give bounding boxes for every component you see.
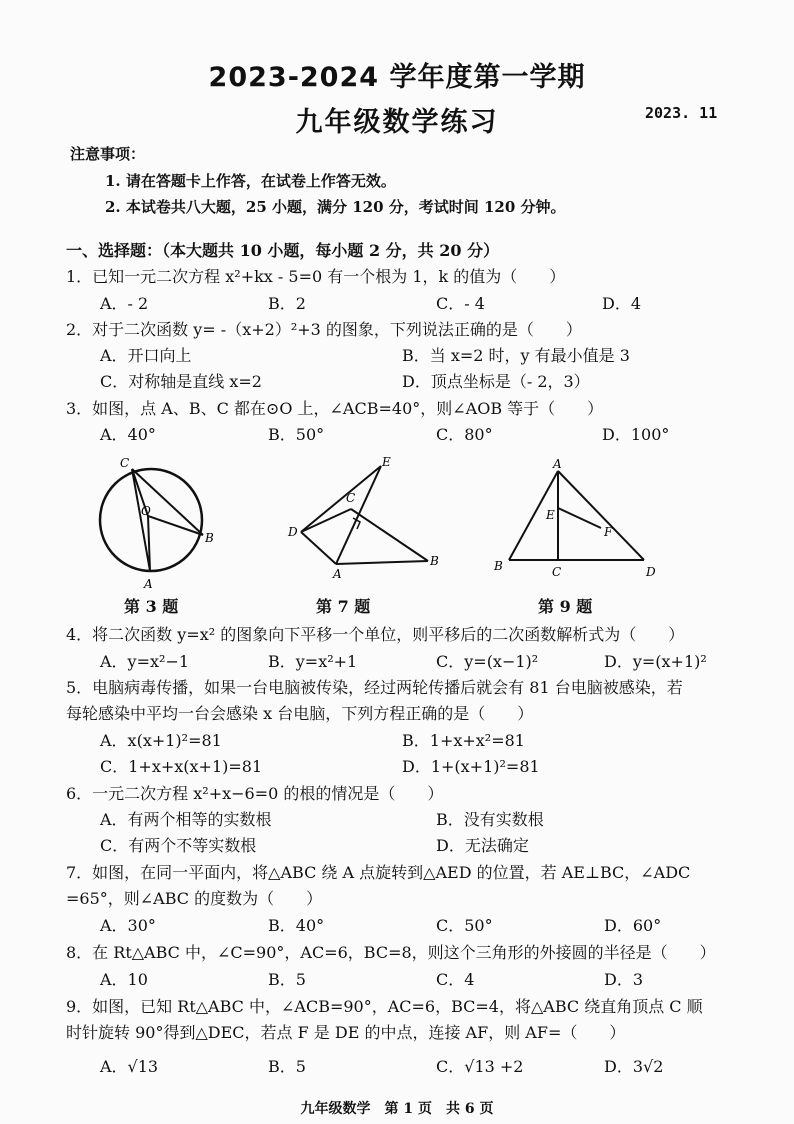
fig7-label-d: D xyxy=(288,525,298,539)
exam-date: 2023. 11 xyxy=(645,104,718,122)
question-3-option-d: D．100° xyxy=(602,425,670,444)
question-8-option-b: B．5 xyxy=(268,970,306,989)
question-6-option-d: D．无法确定 xyxy=(436,836,529,855)
question-7-option-a: A．30° xyxy=(100,916,156,935)
question-8-option-d: D．3 xyxy=(604,970,644,989)
question-8-option-a: A．10 xyxy=(100,970,148,989)
exam-subtitle: 九年级数学练习 xyxy=(295,107,499,138)
caption-q9: 第 9 题 xyxy=(538,597,593,616)
page-footer: 九年级数学 第 1 页 共 6 页 xyxy=(300,1101,494,1117)
question-2-option-d: D．顶点坐标是（- 2，3） xyxy=(402,372,590,391)
question-7-stem-line2: =65°，则∠ABC 的度数为（ ） xyxy=(66,889,323,908)
fig7-label-b: B xyxy=(430,554,439,568)
fig9-label-c: C xyxy=(552,565,562,579)
question-8-stem: 8．在 Rt△ABC 中，∠C=90°，AC=6，BC=8，则这个三角形的外接圆的半径是（ ） xyxy=(66,943,716,962)
question-9-option-d: D．3√2 xyxy=(604,1057,664,1076)
question-5-option-d: D．1+(x+1)²=81 xyxy=(402,757,540,776)
fig3-label-o: O xyxy=(141,504,151,518)
question-9-option-a: A．√13 xyxy=(100,1057,159,1076)
question-3-option-a: A．40° xyxy=(100,425,156,444)
fig3-label-c: C xyxy=(120,456,130,470)
figure-q7-triangle-diagram xyxy=(284,452,454,582)
fig9-label-e: E xyxy=(546,508,555,522)
fig7-label-e: E xyxy=(382,455,391,469)
question-6-option-b: B．没有实数根 xyxy=(436,810,544,829)
question-1-option-c: C．- 4 xyxy=(436,294,485,313)
question-9-stem-line2: 时针旋转 90°得到△DEC，若点 F 是 DE 的中点，连接 AF，则 AF=（ ） xyxy=(66,1023,626,1042)
question-5-option-a: A．x(x+1)²=81 xyxy=(100,731,222,750)
question-9-stem-line1: 9．如图，已知 Rt△ABC 中，∠ACB=90°，AC=6，BC=4，将△ABC 绕直角顶点 C 顺 xyxy=(66,997,703,1016)
question-1-option-b: B．2 xyxy=(268,294,306,313)
question-1-option-a: A．- 2 xyxy=(100,294,149,313)
notice-item-2: 2. 本试卷共八大题，25 小题，满分 120 分，考试时间 120 分钟。 xyxy=(105,198,566,216)
question-2-stem: 2．对于二次函数 y= -（x+2）²+3 的图象，下列说法正确的是（ ） xyxy=(66,320,582,339)
figure-q3-circle-diagram xyxy=(88,452,228,594)
question-7-option-c: C．50° xyxy=(436,916,493,935)
notice-item-1: 1. 请在答题卡上作答，在试卷上作答无效。 xyxy=(105,172,396,190)
notice-heading: 注意事项： xyxy=(70,145,146,163)
question-9-option-b: B．5 xyxy=(268,1057,306,1076)
question-9-option-c: C．√13 +2 xyxy=(436,1057,524,1076)
question-4-option-c: C．y=(x−1)² xyxy=(436,652,539,671)
question-5-option-b: B．1+x+x²=81 xyxy=(402,731,525,750)
figure-q9-triangle-diagram xyxy=(490,456,665,586)
question-6-option-a: A．有两个相等的实数根 xyxy=(100,810,272,829)
fig9-label-f: F xyxy=(604,525,613,539)
question-7-option-b: B．40° xyxy=(268,916,325,935)
question-8-option-c: C．4 xyxy=(436,970,475,989)
fig7-label-c: C xyxy=(346,491,356,505)
question-5-stem-line2: 每轮感染中平均一台会感染 x 台电脑，下列方程正确的是（ ） xyxy=(66,704,534,723)
question-6-stem: 6．一元二次方程 x²+x−6=0 的根的情况是（ ） xyxy=(66,784,444,803)
question-5-stem-line1: 5．电脑病毒传播，如果一台电脑被传染，经过两轮传播后就会有 81 台电脑被感染，若 xyxy=(66,678,683,697)
question-4-option-b: B．y=x²+1 xyxy=(268,652,358,671)
fig3-label-a: A xyxy=(144,577,153,591)
question-3-stem: 3．如图，点 A、B、C 都在⊙O 上，∠ACB=40°，则∠AOB 等于（ ） xyxy=(66,399,604,418)
question-7-option-d: D．60° xyxy=(604,916,662,935)
question-4-stem: 4．将二次函数 y=x² 的图象向下平移一个单位，则平移后的二次函数解析式为（ ） xyxy=(66,625,685,644)
fig7-label-a: A xyxy=(333,567,342,581)
question-4-option-a: A．y=x²−1 xyxy=(100,652,190,671)
question-5-option-c: C．1+x+x(x+1)=81 xyxy=(100,757,263,776)
caption-q3: 第 3 题 xyxy=(124,597,179,616)
question-7-stem-line1: 7．如图，在同一平面内，将△ABC 绕 A 点旋转到△AED 的位置，若 AE⊥BC，∠ADC xyxy=(66,863,691,882)
question-3-option-b: B．50° xyxy=(268,425,325,444)
question-1-stem: 1．已知一元二次方程 x²+kx - 5=0 有一个根为 1，k 的值为（ ） xyxy=(66,267,566,286)
fig3-label-b: B xyxy=(205,531,214,545)
question-2-option-a: A．开口向上 xyxy=(100,346,192,365)
question-4-option-d: D．y=(x+1)² xyxy=(604,652,707,671)
section-title: 一、选择题：（本大题共 10 小题，每小题 2 分，共 20 分） xyxy=(66,241,500,260)
question-1-option-d: D．4 xyxy=(602,294,642,313)
exam-title: 2023-2024 学年度第一学期 xyxy=(208,62,586,93)
question-2-option-b: B．当 x=2 时，y 有最小值是 3 xyxy=(402,346,630,365)
caption-q7: 第 7 题 xyxy=(316,597,371,616)
fig9-label-a: A xyxy=(553,457,562,471)
question-2-option-c: C．对称轴是直线 x=2 xyxy=(100,372,262,391)
fig9-label-d: D xyxy=(646,565,656,579)
question-6-option-c: C．有两个不等实数根 xyxy=(100,836,257,855)
fig9-label-b: B xyxy=(494,559,503,573)
question-3-option-c: C．80° xyxy=(436,425,493,444)
